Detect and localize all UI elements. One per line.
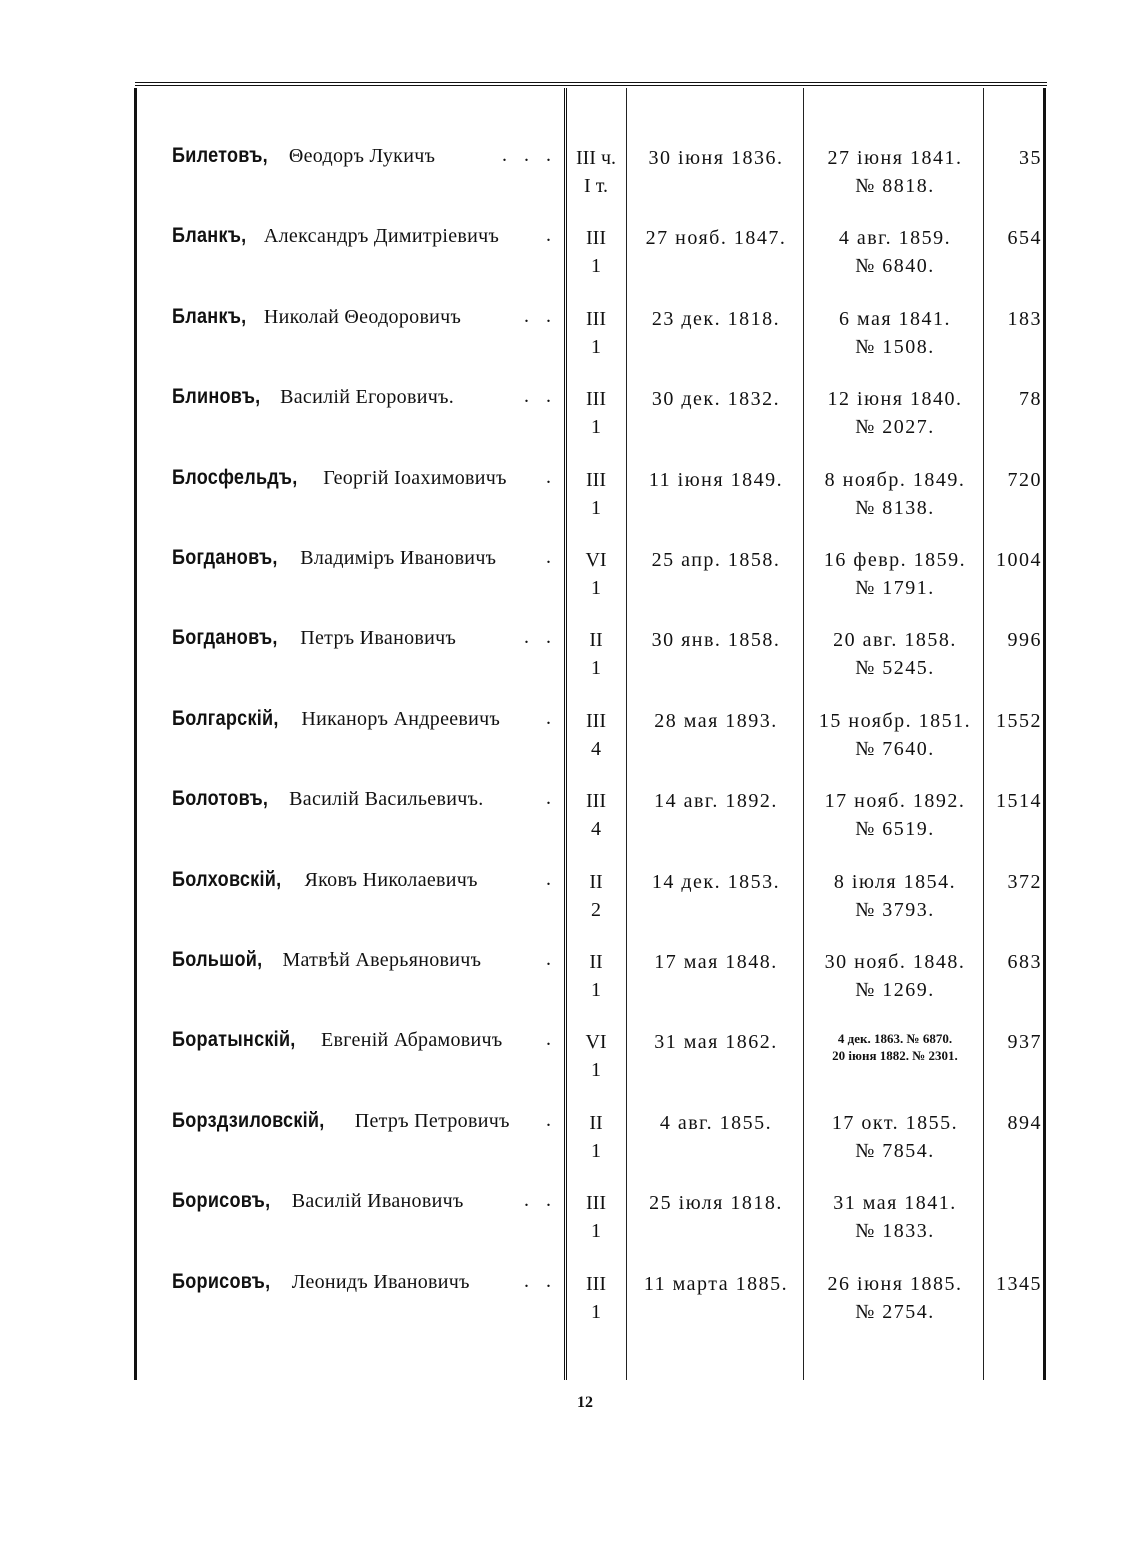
rank-cell xyxy=(568,385,624,441)
given-name: Яковъ Николаевичъ xyxy=(304,868,478,891)
rank-degree: 1 xyxy=(591,657,601,680)
surname: Боратынскій, xyxy=(172,1028,296,1052)
leader-dots: . xyxy=(542,224,557,247)
rank-class: III xyxy=(586,709,606,732)
given-name: Θеодоръ Лукичъ xyxy=(288,145,436,167)
given-name: Леонидъ Ивановичъ xyxy=(291,1270,470,1293)
rank-class: II xyxy=(589,951,603,973)
order-cell xyxy=(806,1270,984,1326)
date-cell: 11 марта 1885. xyxy=(643,1272,789,1295)
order-number: № 2754. xyxy=(855,1300,935,1323)
order-number: № 5245. xyxy=(855,657,935,680)
name-cell xyxy=(172,787,557,827)
date-cell: 25 апр. 1858. xyxy=(651,549,781,571)
given-name: Александръ Димитріевичъ xyxy=(263,225,500,248)
leader-dots: . . xyxy=(520,1270,557,1293)
given-name: Евгеній Абрамовичъ xyxy=(321,1029,503,1052)
rank-class: II xyxy=(589,1111,603,1134)
rank-class: III xyxy=(586,388,606,411)
rank-cell xyxy=(568,546,624,602)
order-number: № 1833. xyxy=(855,1220,935,1243)
surname: Борздзиловскій, xyxy=(172,1108,325,1132)
given-name: Василій Васильевичъ. xyxy=(289,788,484,811)
given-name: Василій Егоровичъ. xyxy=(280,386,455,409)
order-date: 31 мая 1841. xyxy=(833,1192,957,1215)
order-number: № 8818. xyxy=(855,175,935,197)
rank-cell xyxy=(568,224,624,280)
entry-number: 1004 xyxy=(996,549,1042,571)
surname: Блосфельдъ, xyxy=(172,465,298,489)
table-row xyxy=(0,1028,1140,1108)
rank-class: II xyxy=(589,870,603,893)
order-cell xyxy=(806,948,984,1004)
rank-degree: 1 xyxy=(591,1220,601,1243)
order-number: № 1508. xyxy=(855,335,935,358)
order-cell xyxy=(806,305,984,361)
given-name: Николай Θеодоровичъ xyxy=(263,305,462,328)
given-name: Никаноръ Андреевичъ xyxy=(301,707,501,730)
table-row xyxy=(0,1270,1140,1350)
rank-cell xyxy=(568,787,624,843)
rank-class: III ч. xyxy=(575,147,617,169)
entry-number: 183 xyxy=(1007,307,1042,330)
rank-class: VI xyxy=(585,549,607,571)
entry-number: 683 xyxy=(1007,951,1042,973)
rank-class: III xyxy=(586,790,606,813)
order-cell xyxy=(806,626,984,682)
rank-class: III xyxy=(586,468,606,491)
name-cell xyxy=(172,626,557,666)
name-cell xyxy=(172,144,557,184)
date-cell: 4 авг. 1855. xyxy=(659,1111,773,1134)
order-cell xyxy=(806,1028,984,1064)
date-cell: 30 янв. 1858. xyxy=(651,629,781,652)
order-date: 17 окт. 1855. xyxy=(831,1111,959,1134)
given-name: Георгій Іоахимовичъ xyxy=(323,466,507,489)
order-number: № 6519. xyxy=(855,818,935,841)
leader-dots: . xyxy=(542,466,557,489)
entry-number: 937 xyxy=(1007,1031,1042,1054)
surname: Богдановъ, xyxy=(172,626,278,650)
date-cell: 30 іюня 1836. xyxy=(648,147,784,169)
rank-degree: 1 xyxy=(591,1300,601,1323)
name-cell xyxy=(172,1189,557,1229)
order-cell xyxy=(806,466,984,522)
order-cell xyxy=(806,144,984,200)
surname: Болгарскій, xyxy=(172,706,279,730)
table-row xyxy=(0,466,1140,546)
rank-degree: 4 xyxy=(591,818,601,841)
surname: Борисовъ, xyxy=(172,1189,271,1213)
leader-dots: . . xyxy=(520,385,557,408)
order-number: 20 іюня 1882. № 2301. xyxy=(832,1048,958,1064)
rank-degree: 1 xyxy=(591,979,601,1001)
entry-number: 1552 xyxy=(996,709,1042,732)
given-name: Матвѣй Аверьяновичъ xyxy=(282,949,482,971)
name-cell xyxy=(172,707,557,747)
surname: Бланкъ, xyxy=(172,224,247,248)
given-name: Петръ Ивановичъ xyxy=(300,627,457,650)
name-cell xyxy=(172,546,557,586)
rank-degree: 4 xyxy=(591,737,601,760)
date-cell: 23 дек. 1818. xyxy=(651,307,781,330)
order-cell xyxy=(806,1109,984,1165)
order-number: № 1791. xyxy=(855,577,935,599)
rank-degree: 1 xyxy=(591,335,601,358)
date-cell: 27 нояб. 1847. xyxy=(645,227,787,250)
rank-degree: 1 xyxy=(591,1059,601,1082)
leader-dots: . . xyxy=(520,626,557,649)
rank-cell xyxy=(568,868,624,924)
order-date: 6 мая 1841. xyxy=(838,307,952,330)
page-number: 12 xyxy=(577,1394,593,1411)
surname: Билетовъ, xyxy=(172,144,268,167)
entry-number: 654 xyxy=(1007,227,1042,250)
table-row xyxy=(0,1109,1140,1189)
entry-number: 996 xyxy=(1007,629,1042,652)
order-date: 30 нояб. 1848. xyxy=(824,951,966,973)
table-row xyxy=(0,305,1140,385)
surname: Болотовъ, xyxy=(172,787,269,811)
rank-class: III xyxy=(586,227,606,250)
leader-dots: . xyxy=(542,1109,557,1132)
leader-dots: . xyxy=(542,546,557,569)
order-date: 26 іюня 1885. xyxy=(827,1272,963,1295)
rank-cell xyxy=(568,466,624,522)
order-date: 8 ноябр. 1849. xyxy=(824,468,966,491)
name-cell xyxy=(172,1109,557,1149)
order-cell xyxy=(806,385,984,441)
rank-class: III xyxy=(586,1192,606,1215)
leader-dots: . . xyxy=(520,305,557,328)
order-cell xyxy=(806,1189,984,1245)
surname: Бланкъ, xyxy=(172,304,247,328)
table-row xyxy=(0,626,1140,706)
order-date: 4 дек. 1863. № 6870. xyxy=(837,1031,953,1047)
date-cell: 14 дек. 1853. xyxy=(651,870,781,893)
rank-degree: 1 xyxy=(591,577,601,599)
rank-cell xyxy=(568,1109,624,1165)
rank-cell xyxy=(568,707,624,763)
rank-cell xyxy=(568,626,624,682)
rank-cell xyxy=(568,1270,624,1326)
name-cell xyxy=(172,1270,557,1310)
entry-number: 35 xyxy=(1019,147,1042,169)
leader-dots: . xyxy=(542,1028,557,1051)
leader-dots: . xyxy=(542,868,557,891)
table-row xyxy=(0,707,1140,787)
order-number: № 1269. xyxy=(855,979,935,1001)
order-cell xyxy=(806,868,984,924)
rank-class: III xyxy=(586,307,606,330)
rank-cell xyxy=(568,1189,624,1245)
date-cell: 30 дек. 1832. xyxy=(651,388,781,411)
rank-degree: 1 xyxy=(591,255,601,278)
name-cell xyxy=(172,385,557,425)
date-cell: 11 іюня 1849. xyxy=(648,468,784,491)
order-date: 20 авг. 1858. xyxy=(833,629,957,652)
leader-dots: . xyxy=(542,707,557,730)
order-cell xyxy=(806,224,984,280)
table-row xyxy=(0,224,1140,304)
order-number: № 3793. xyxy=(855,898,935,921)
rank-cell xyxy=(568,144,624,200)
leader-dots: . . xyxy=(520,1189,557,1212)
name-cell xyxy=(172,466,557,506)
table-row xyxy=(0,868,1140,948)
order-cell xyxy=(806,787,984,843)
date-cell: 17 мая 1848. xyxy=(654,951,778,973)
surname: Болховскій, xyxy=(172,867,282,891)
order-date: 27 іюня 1841. xyxy=(827,147,963,169)
entry-number: 720 xyxy=(1007,468,1042,491)
name-cell xyxy=(172,224,557,264)
order-cell xyxy=(806,546,984,602)
top-rule xyxy=(135,82,1047,86)
rank-class: VI xyxy=(585,1031,607,1054)
order-number: № 7640. xyxy=(855,737,935,760)
table-row xyxy=(0,948,1140,1028)
table-row xyxy=(0,787,1140,867)
rank-cell xyxy=(568,948,624,1004)
order-date: 16 февр. 1859. xyxy=(823,549,967,571)
leader-dots: . xyxy=(542,948,557,971)
rank-class: II xyxy=(589,629,603,652)
table-row xyxy=(0,1189,1140,1269)
leader-dots: . xyxy=(542,787,557,810)
given-name: Петръ Петровичъ xyxy=(354,1109,510,1132)
order-number: № 8138. xyxy=(855,496,935,519)
name-cell xyxy=(172,305,557,345)
surname: Богдановъ, xyxy=(172,546,278,569)
order-date: 12 іюня 1840. xyxy=(827,388,963,411)
given-name: Василій Ивановичъ xyxy=(291,1190,464,1213)
name-cell xyxy=(172,868,557,908)
rank-cell xyxy=(568,305,624,361)
rank-class: III xyxy=(586,1272,606,1295)
rank-degree: 1 xyxy=(591,496,601,519)
entry-number: 894 xyxy=(1007,1111,1042,1134)
name-cell xyxy=(172,948,557,988)
rank-degree: I т. xyxy=(584,175,608,197)
entry-number: 1514 xyxy=(996,790,1042,813)
name-cell xyxy=(172,1028,557,1068)
given-name: Владиміръ Ивановичъ xyxy=(300,547,497,569)
order-number: № 7854. xyxy=(855,1139,935,1162)
surname: Большой, xyxy=(172,948,263,971)
surname: Блиновъ, xyxy=(172,385,261,409)
table-row xyxy=(0,144,1140,224)
order-date: 17 нояб. 1892. xyxy=(824,790,966,813)
table-row xyxy=(0,546,1140,626)
order-number: № 6840. xyxy=(855,255,935,278)
order-date: 4 авг. 1859. xyxy=(838,227,952,250)
rank-cell xyxy=(568,1028,624,1084)
order-date: 8 іюля 1854. xyxy=(833,870,957,893)
date-cell: 14 авг. 1892. xyxy=(654,790,778,813)
entry-number: 1345 xyxy=(996,1272,1042,1295)
order-number: № 2027. xyxy=(855,416,935,439)
date-cell: 25 іюля 1818. xyxy=(649,1192,783,1215)
leader-dots: . . . xyxy=(498,144,557,167)
order-date: 15 ноябр. 1851. xyxy=(818,709,972,732)
entry-number: 78 xyxy=(1019,388,1042,411)
rank-degree: 1 xyxy=(591,416,601,439)
order-cell xyxy=(806,707,984,763)
rank-degree: 1 xyxy=(591,1139,601,1162)
date-cell: 28 мая 1893. xyxy=(654,709,778,732)
surname: Борисовъ, xyxy=(172,1269,271,1293)
rank-degree: 2 xyxy=(591,898,601,921)
table-row xyxy=(0,385,1140,465)
date-cell: 31 мая 1862. xyxy=(654,1031,778,1054)
entry-number: 372 xyxy=(1007,870,1042,893)
